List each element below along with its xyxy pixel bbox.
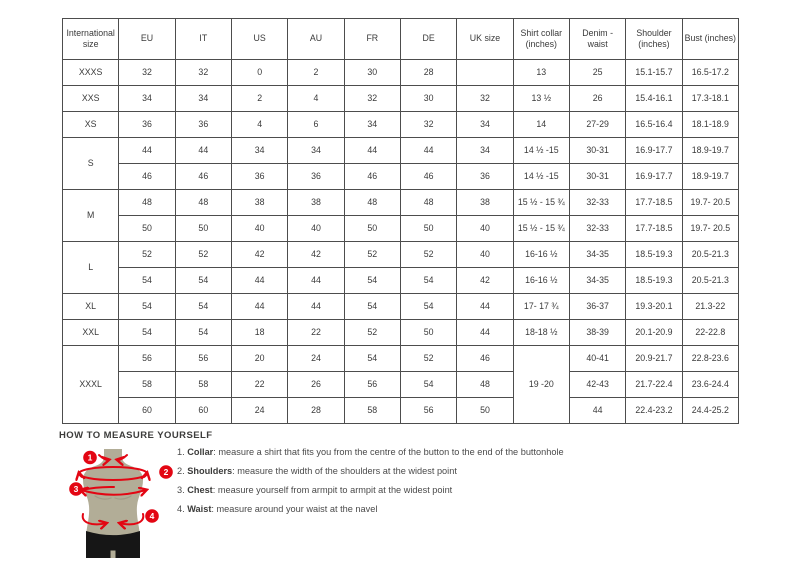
table-cell: 25 [569,60,625,86]
table-cell: 19.7- 20.5 [682,216,738,242]
table-cell: 24 [288,346,344,372]
table-cell: 26 [569,86,625,112]
table-cell: 50 [457,398,513,424]
table-cell: 58 [119,372,175,398]
instruction-number: 3. [177,485,188,495]
table-cell: 52 [119,242,175,268]
badge-2-number: 2 [163,467,169,478]
table-row [63,190,739,216]
table-cell: 15.1-15.7 [626,60,682,86]
table-cell: 30 [400,86,456,112]
table-cell: 54 [400,268,456,294]
table-cell: 21.7-22.4 [626,372,682,398]
table-cell: 20.5-21.3 [682,242,738,268]
table-cell: 2 [288,60,344,86]
header-row [63,19,739,60]
table-cell: 32-33 [569,190,625,216]
table-cell: 52 [344,320,400,346]
column-header: Shoulder (inches) [626,19,682,60]
table-cell: 26 [288,372,344,398]
table-cell: 18-18 ½ [513,320,569,346]
table-cell: 6 [288,112,344,138]
instruction-term: Collar [187,447,214,457]
table-cell: 58 [344,398,400,424]
table-cell: 48 [457,372,513,398]
table-cell: 16-16 ½ [513,242,569,268]
table-cell: 17.3-18.1 [682,86,738,112]
table-cell: 18.5-19.3 [626,242,682,268]
table-cell: 2 [231,86,287,112]
table-cell: 38 [231,190,287,216]
table-row [63,346,739,372]
table-cell: 54 [119,294,175,320]
table-cell: XXS [63,86,119,112]
table-cell: 44 [400,138,456,164]
table-cell: 30-31 [569,164,625,190]
table-cell: 24.4-25.2 [682,398,738,424]
table-cell: 19 -20 [513,346,569,424]
table-cell: 50 [119,216,175,242]
table-cell: 22-22.8 [682,320,738,346]
table-cell: 60 [119,398,175,424]
measure-instruction [177,504,564,515]
table-cell: 44 [569,398,625,424]
instruction-number: 2. [177,466,188,476]
table-cell: S [63,138,119,190]
table-cell: 42-43 [569,372,625,398]
table-cell: 27-29 [569,112,625,138]
instruction-term: Chest [187,485,213,495]
column-header: Shirt collar (inches) [513,19,569,60]
table-cell: 38 [288,190,344,216]
table-cell: 14 ½ -15 [513,138,569,164]
badge-3-number: 3 [73,484,79,495]
table-cell: 46 [119,164,175,190]
table-cell: 48 [119,190,175,216]
table-cell: 56 [175,346,231,372]
table-cell: 44 [344,138,400,164]
table-cell: 44 [231,294,287,320]
table-cell: 0 [231,60,287,86]
table-cell: 56 [119,346,175,372]
table-cell: M [63,190,119,242]
measure-instruction [177,485,564,496]
instruction-text: : measure around your waist at the navel [211,504,378,514]
table-cell: 44 [175,138,231,164]
table-cell: 32 [119,60,175,86]
column-header: Bust (inches) [682,19,738,60]
table-cell: 40 [231,216,287,242]
table-cell: 4 [231,112,287,138]
column-header: US [231,19,287,60]
table-cell: 22 [231,372,287,398]
table-cell: 16.5-16.4 [626,112,682,138]
table-cell: 18 [231,320,287,346]
table-cell: 44 [119,138,175,164]
table-cell: 40-41 [569,346,625,372]
table-cell: 40 [457,216,513,242]
table-cell: 34 [288,138,344,164]
table-cell: XXXL [63,346,119,424]
table-cell: XXL [63,320,119,346]
table-cell: 17.7-18.5 [626,190,682,216]
column-header: International size [63,19,119,60]
table-cell: 34-35 [569,268,625,294]
table-cell: 54 [344,294,400,320]
table-cell: 18.1-18.9 [682,112,738,138]
table-cell: 38-39 [569,320,625,346]
table-body [63,60,739,424]
table-row [63,320,739,346]
table-cell: 34-35 [569,242,625,268]
table-row [63,398,739,424]
table-cell: 34 [175,86,231,112]
table-cell: 28 [400,60,456,86]
badge-4-number: 4 [149,511,155,522]
table-cell: 28 [288,398,344,424]
table-header [63,19,739,60]
instruction-number: 4. [177,504,188,514]
table-cell: 34 [457,112,513,138]
table-cell: 46 [457,346,513,372]
table-cell: 46 [400,164,456,190]
instruction-text: : measure yourself from armpit to armpit at the widest point [212,485,453,495]
table-row [63,164,739,190]
instruction-term: Waist [187,504,212,514]
table-cell: 54 [175,268,231,294]
table-cell: 18.5-19.3 [626,268,682,294]
table-cell: 20.9-21.7 [626,346,682,372]
measure-instruction [177,466,564,477]
table-cell: 36 [288,164,344,190]
table-row [63,216,739,242]
table-cell: 32 [175,60,231,86]
table-row [63,242,739,268]
table-cell: 36 [231,164,287,190]
table-cell: 32 [457,86,513,112]
table-cell: 54 [400,372,456,398]
table-cell: L [63,242,119,294]
table-cell: 50 [175,216,231,242]
table-cell: 50 [400,216,456,242]
instruction-text: : measure the width of the shoulders at the widest point [232,466,457,476]
table-cell: 48 [344,190,400,216]
table-cell: 24 [231,398,287,424]
table-cell: 16.9-17.7 [626,164,682,190]
table-cell: 54 [344,268,400,294]
table-cell: 42 [457,268,513,294]
table-cell: XL [63,294,119,320]
instruction-text: : measure a shirt that fits you from the centre of the button to the end of the buttonhole [213,447,564,457]
table-cell: 60 [175,398,231,424]
column-header: UK size [457,19,513,60]
table-cell: 16-16 ½ [513,268,569,294]
instruction-term: Shoulders [187,466,233,476]
table-row [63,60,739,86]
table-cell: 22.4-23.2 [626,398,682,424]
table-cell: 44 [288,294,344,320]
table-cell: 44 [231,268,287,294]
table-cell: 16.9-17.7 [626,138,682,164]
table-cell: 44 [457,294,513,320]
table-cell: 17.7-18.5 [626,216,682,242]
table-cell [457,60,513,86]
table-cell: 34 [231,138,287,164]
table-cell: 20 [231,346,287,372]
table-cell: 20.1-20.9 [626,320,682,346]
table-cell: 42 [231,242,287,268]
table-cell: 48 [175,190,231,216]
table-cell: 46 [344,164,400,190]
table-cell: 56 [344,372,400,398]
size-chart-table [62,18,739,424]
table-cell: 20.5-21.3 [682,268,738,294]
table-cell: 44 [288,268,344,294]
badge-1-number: 1 [87,452,93,463]
table-cell: 19.7- 20.5 [682,190,738,216]
column-header: EU [119,19,175,60]
mannequin-figure [58,446,176,564]
measure-instruction [177,447,564,458]
table-cell: 54 [119,320,175,346]
table-cell: 50 [344,216,400,242]
table-cell: 34 [119,86,175,112]
table-cell: 17- 17 ¾ [513,294,569,320]
table-cell: 52 [400,242,456,268]
table-cell: 54 [344,346,400,372]
table-cell: 36 [457,164,513,190]
table-cell: 40 [288,216,344,242]
table-cell: 14 ½ -15 [513,164,569,190]
measure-instructions [177,447,564,523]
table-row [63,138,739,164]
table-cell: 52 [175,242,231,268]
table-cell: 30-31 [569,138,625,164]
table-cell: 50 [400,320,456,346]
table-cell: 18.9-19.7 [682,164,738,190]
table-cell: XXXS [63,60,119,86]
column-header: FR [344,19,400,60]
table-cell: 34 [457,138,513,164]
table-cell: 36 [175,112,231,138]
table-cell: 54 [400,294,456,320]
table-cell: 32 [344,86,400,112]
table-cell: 54 [175,294,231,320]
column-header: Denim - waist [569,19,625,60]
table-cell: 58 [175,372,231,398]
table-row [63,112,739,138]
column-header: AU [288,19,344,60]
table-row [63,372,739,398]
table-cell: 32-33 [569,216,625,242]
table-cell: 46 [175,164,231,190]
table-cell: 22.8-23.6 [682,346,738,372]
table-cell: 15.4-16.1 [626,86,682,112]
table-cell: 18.9-19.7 [682,138,738,164]
table-cell: 38 [457,190,513,216]
table-cell: 4 [288,86,344,112]
table-cell: 54 [175,320,231,346]
table-cell: 19.3-20.1 [626,294,682,320]
table-cell: 23.6-24.4 [682,372,738,398]
instruction-number: 1. [177,447,188,457]
table-cell: 14 [513,112,569,138]
table-cell: 48 [400,190,456,216]
table-cell: 15 ½ - 15 ¾ [513,216,569,242]
table-cell: 16.5-17.2 [682,60,738,86]
table-row [63,86,739,112]
table-cell: 32 [400,112,456,138]
table-cell: 15 ½ - 15 ¾ [513,190,569,216]
table-cell: 52 [400,346,456,372]
table-cell: 21.3-22 [682,294,738,320]
table-cell: 36-37 [569,294,625,320]
measure-heading: HOW TO MEASURE YOURSELF [59,430,213,441]
table-cell: 56 [400,398,456,424]
table-cell: 36 [119,112,175,138]
table-cell: 54 [119,268,175,294]
table-cell: 44 [457,320,513,346]
table-cell: 22 [288,320,344,346]
table-cell: 42 [288,242,344,268]
column-header: DE [400,19,456,60]
table-cell: 52 [344,242,400,268]
table-cell: 30 [344,60,400,86]
table-row [63,268,739,294]
table-cell: 13 [513,60,569,86]
table-row [63,294,739,320]
table-cell: XS [63,112,119,138]
table-cell: 13 ½ [513,86,569,112]
table-cell: 34 [344,112,400,138]
table-cell: 40 [457,242,513,268]
column-header: IT [175,19,231,60]
